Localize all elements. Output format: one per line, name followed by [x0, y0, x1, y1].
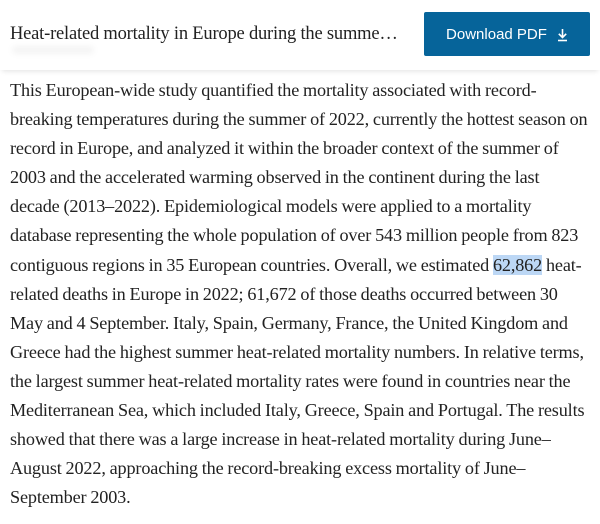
article-title: Heat-related mortality in Europe during the summe…: [10, 24, 398, 44]
selected-text-highlight[interactable]: 62,862: [492, 254, 543, 275]
download-icon: [557, 28, 568, 42]
faded-subtitle: [12, 46, 94, 54]
abstract-text-start: This European-wide study quantified the mortality associated with record-breaking temperatures during the summer of 2022, currently the hottest season on record in Europe, and analyzed it within the broader context of the summer of 2003 and the accelerated warming observed in the continent during the last decade (2013–2022). Epidemiological models were applied to a mortality database representing the whole population of over 543 million people from 823 contiguous regions in 35 European countries. Overall, we estimated: [10, 80, 588, 275]
abstract-text-end: heat-related deaths in Europe in 2022; 61,672 of those deaths occurred between 30 May and 4 September. Italy, Spain, Germany, France, the United Kingdom and Greece had the highest summer heat-related mortality numbers. In relative terms, the largest summer heat-related mortality rates were found in countries near the Mediterranean Sea, which included Italy, Greece, Spain and Portugal. The results showed that there was a large increase in heat-related mortality during June–August 2022, approaching the record-breaking excess mortality of June–September 2003.: [10, 254, 585, 508]
download-pdf-button[interactable]: [424, 12, 590, 56]
download-pdf-label: Download PDF: [446, 25, 547, 43]
abstract-paragraph: [10, 76, 590, 512]
sticky-article-header: [0, 0, 600, 70]
